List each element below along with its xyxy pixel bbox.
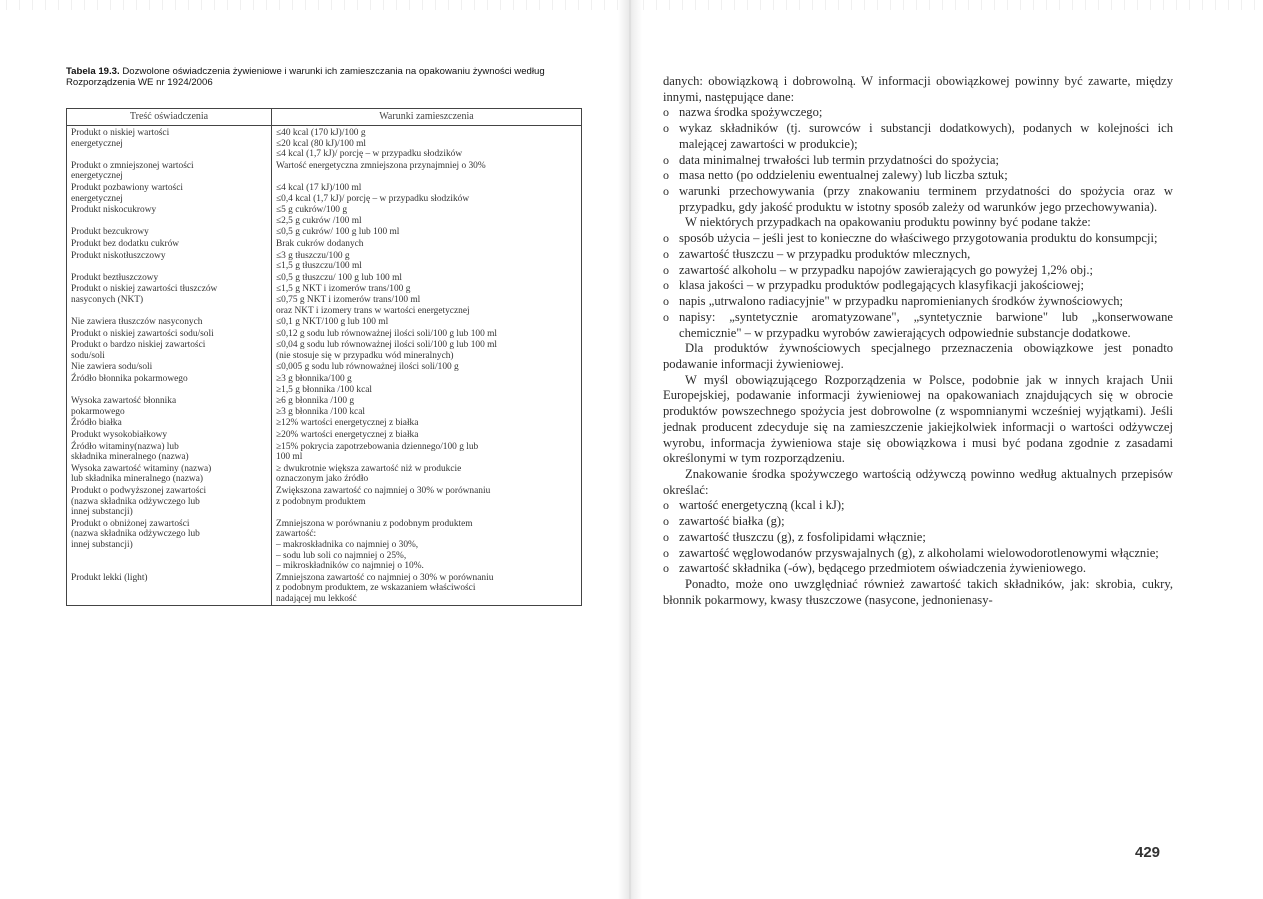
claim-line: lub składnika mineralnego (nazwa) xyxy=(71,474,203,485)
condition-line: ≤0,75 g NKT i izomerów trans/100 ml xyxy=(276,294,421,305)
table-row xyxy=(67,429,582,441)
condition-line: ≤0,005 g sodu lub równoważnej ilości soli/100 g xyxy=(276,362,459,373)
paragraph: Ponadto, może ono uwzględniać również zawartość takich składników, jak: skrobia, cukry, błonnik pokarmowy, kwasy tłuszczowe (nasycone, jednonienasy- xyxy=(663,577,1173,607)
right-page xyxy=(663,74,1173,608)
condition-cell xyxy=(272,441,582,463)
condition-line: ≥12% wartości energetycznej z białka xyxy=(276,418,419,429)
list-item: o wykaz składników (tj. surowców i substancji dodatkowych), podanych w kolejności ich malejącej zawartości w produkcie); xyxy=(663,121,1173,152)
condition-line: – sodu lub soli co najmniej o 25%, xyxy=(276,550,407,561)
table-row xyxy=(67,283,582,316)
table-row xyxy=(67,204,582,226)
claims-table xyxy=(66,108,582,606)
condition-cell xyxy=(272,226,582,238)
condition-line: ≤2,5 g cukrów /100 ml xyxy=(276,215,362,226)
condition-line: ≥3 g błonnika /100 kcal xyxy=(276,406,365,417)
condition-line: Brak cukrów dodanych xyxy=(276,238,364,249)
claim-cell xyxy=(67,160,272,182)
header-claim: Treść oświadczenia xyxy=(67,109,272,126)
claim-cell xyxy=(67,373,272,395)
claim-cell xyxy=(67,316,272,328)
list-item: o nazwa środka spożywczego; xyxy=(663,105,1173,121)
condition-line: ≤0,12 g sodu lub równoważnej ilości soli/100 g lub 100 ml xyxy=(276,328,498,339)
condition-line: ≤1,5 g tłuszczu/100 ml xyxy=(276,261,362,272)
claim-line: Produkt lekki (light) xyxy=(71,572,148,583)
claim-line: Produkt niskotłuszczowy xyxy=(71,250,166,261)
claim-cell xyxy=(67,126,272,160)
condition-line: ≤4 kcal (17 kJ)/100 ml xyxy=(276,182,362,193)
claim-line: Produkt o podwyższonej zawartości xyxy=(71,486,207,496)
paragraph: W niektórych przypadkach na opakowaniu produktu powinny być podane także: xyxy=(685,215,1091,230)
claim-line: Produkt pozbawiony wartości xyxy=(71,182,183,193)
table-row xyxy=(67,518,582,572)
condition-cell xyxy=(272,182,582,204)
claim-line: (nazwa składnika odżywczego lub xyxy=(71,496,200,507)
claim-cell xyxy=(67,226,272,238)
claim-line: Produkt wysokobiałkowy xyxy=(71,430,168,441)
claim-line: nasyconych (NKT) xyxy=(71,294,144,305)
condition-cell xyxy=(272,417,582,429)
claim-line: innej substancji) xyxy=(71,539,133,550)
claim-line: Produkt niskocukrowy xyxy=(71,205,157,216)
condition-cell xyxy=(272,126,582,160)
condition-cell xyxy=(272,238,582,250)
claim-cell xyxy=(67,272,272,284)
mandatory-info-list xyxy=(663,105,1173,215)
condition-cell xyxy=(272,463,582,485)
table-row xyxy=(67,417,582,429)
claim-cell xyxy=(67,485,272,518)
claim-line: Produkt o niskiej wartości xyxy=(71,128,170,138)
condition-line: Wartość energetyczna zmniejszona przynajmniej o 30% xyxy=(276,160,486,171)
claim-cell xyxy=(67,250,272,272)
condition-line: ≤0,5 g cukrów/ 100 g lub 100 ml xyxy=(276,227,400,238)
table-row xyxy=(67,572,582,605)
condition-line: ≤5 g cukrów/100 g xyxy=(276,205,348,216)
condition-cell xyxy=(272,373,582,395)
header-conditions: Warunki zamieszczenia xyxy=(272,109,582,126)
claim-cell xyxy=(67,283,272,316)
list-item: o warunki przechowywania (przy znakowaniu terminem przydatności do spożycia oraz w przypadku, gdy jakość produktu w istotny sposób zależy od warunków jego przechowywania). xyxy=(663,184,1173,215)
table-caption xyxy=(66,66,586,88)
list-item: o zawartość tłuszczu – w przypadku produktów mlecznych, xyxy=(663,247,1173,263)
condition-line: z podobnym produktem, ze wskazaniem właściwości xyxy=(276,583,476,594)
paragraph: Znakowanie środka spożywczego wartością odżywczą powinno według aktualnych przepisów określać: xyxy=(663,466,1173,497)
claim-cell xyxy=(67,204,272,226)
claim-line: innej substancji) xyxy=(71,507,133,518)
claim-line: Produkt beztłuszczowy xyxy=(71,272,159,283)
table-row xyxy=(67,182,582,204)
claim-line: energetycznej xyxy=(71,171,123,182)
claim-cell xyxy=(67,572,272,605)
left-page xyxy=(66,66,586,604)
table-caption-label: Tabela 19.3. xyxy=(66,66,120,77)
paragraph: danych: obowiązkową i dobrowolną. W informacji obowiązkowej powinny być zawarte, między innymi, następujące dane: xyxy=(663,74,1173,104)
table-row xyxy=(67,238,582,250)
condition-line: ≥ dwukrotnie większa zawartość niż w produkcie xyxy=(276,463,462,474)
condition-line: ≤40 kcal (170 kJ)/100 g xyxy=(276,128,366,138)
condition-cell xyxy=(272,250,582,272)
condition-cell xyxy=(272,328,582,340)
claim-line: Produkt bezcukrowy xyxy=(71,227,149,238)
condition-line: (nie stosuje się w przypadku wód mineralnych) xyxy=(276,350,454,361)
claim-line: Produkt o bardzo niskiej zawartości xyxy=(71,340,206,351)
claim-line: Źródło błonnika pokarmowego xyxy=(71,374,188,385)
condition-cell xyxy=(272,283,582,316)
table-row xyxy=(67,361,582,373)
claim-cell xyxy=(67,518,272,572)
condition-line: 100 ml xyxy=(276,452,303,463)
condition-line: oznaczonym jako źródło xyxy=(276,474,369,485)
condition-line: ≤20 kcal (80 kJ)/100 ml xyxy=(276,138,367,149)
claim-cell xyxy=(67,238,272,250)
claim-line: Produkt o zmniejszonej wartości xyxy=(71,160,194,171)
claim-cell xyxy=(67,463,272,485)
book-gutter xyxy=(618,0,642,899)
condition-line: ≤0,1 g NKT/100 g lub 100 ml xyxy=(276,317,389,328)
claim-line: energetycznej xyxy=(71,193,123,204)
claim-line: Wysoka zawartość błonnika xyxy=(71,396,177,407)
condition-line: nadającej mu lekkość xyxy=(276,593,357,604)
table-row xyxy=(67,373,582,395)
condition-line: Zwiększona zawartość co najmniej o 30% w porównaniu xyxy=(276,486,491,496)
table-header-row xyxy=(67,109,582,126)
condition-cell xyxy=(272,339,582,361)
condition-line: zawartość: xyxy=(276,529,317,540)
claim-line: Nie zawiera tłuszczów nasyconych xyxy=(71,317,203,328)
condition-cell xyxy=(272,429,582,441)
condition-line: Zmniejszona w porównaniu z podobnym produktem xyxy=(276,518,473,529)
claim-line: Produkt o niskiej zawartości tłuszczów xyxy=(71,284,218,295)
claim-line: składnika mineralnego (nazwa) xyxy=(71,452,189,463)
list-item: o sposób użycia – jeśli jest to konieczne do właściwego przygotowania produktu do konsumpcji; xyxy=(663,231,1173,247)
table-row xyxy=(67,485,582,518)
list-item: o napisy: „syntetycznie aromatyzowane", „syntetycznie barwione" lub „konserwowane chemicznie" – w przypadku wyrobów zawierających odpowiednie substancje dodatkowe. xyxy=(663,310,1173,341)
condition-cell xyxy=(272,518,582,572)
table-row xyxy=(67,250,582,272)
claim-line: (nazwa składnika odżywczego lub xyxy=(71,529,200,540)
table-row xyxy=(67,160,582,182)
claim-line: Produkt o niskiej zawartości sodu/soli xyxy=(71,328,214,339)
claim-cell xyxy=(67,395,272,417)
page-number: 429 xyxy=(1135,844,1161,861)
table-caption-text: Dozwolone oświadczenia żywieniowe i warunki ich zamieszczania na opakowaniu żywności według Rozporządzenia WE nr 1924/2006 xyxy=(66,66,545,88)
nutrition-label-list xyxy=(663,498,1173,577)
condition-line: ≤0,5 g tłuszczu/ 100 g lub 100 ml xyxy=(276,272,402,283)
list-item: o napis „utrwalono radiacyjnie" w przypadku napromienianych środków żywnościowych; xyxy=(663,294,1173,310)
condition-line: – mikroskładników co najmniej o 10%. xyxy=(276,561,424,572)
paragraph: Dla produktów żywnościowych specjalnego przeznaczenia obowiązkowe jest ponadto podawanie informacji żywieniowej. xyxy=(663,341,1173,371)
claim-line: Nie zawiera sodu/soli xyxy=(71,362,153,373)
claim-cell xyxy=(67,441,272,463)
claim-cell xyxy=(67,328,272,340)
table-row xyxy=(67,441,582,463)
condition-line: ≤4 kcal (1,7 kJ)/ porcję – w przypadku słodzików xyxy=(276,149,463,160)
condition-cell xyxy=(272,395,582,417)
list-item: o klasa jakości – w przypadku produktów podlegających klasyfikacji jakościowej; xyxy=(663,278,1173,294)
list-item: o zawartość składnika (-ów), będącego przedmiotem oświadczenia żywieniowego. xyxy=(663,561,1173,577)
list-item: o zawartość węglowodanów przyswajalnych (g), z alkoholami wielowodorotlenowymi włącznie; xyxy=(663,546,1173,562)
table-body xyxy=(67,126,582,606)
condition-line: ≥1,5 g błonnika /100 kcal xyxy=(276,384,373,395)
claim-cell xyxy=(67,182,272,204)
claim-line: Produkt o obniżonej zawartości xyxy=(71,518,190,529)
condition-line: Zmniejszona zawartość co najmniej o 30% w porównaniu xyxy=(276,572,494,583)
table-row xyxy=(67,328,582,340)
claim-line: Produkt bez dodatku cukrów xyxy=(71,238,180,249)
condition-cell xyxy=(272,316,582,328)
table-row xyxy=(67,272,582,284)
condition-line: ≥15% pokrycia zapotrzebowania dziennego/100 g lub xyxy=(276,441,479,452)
condition-line: ≥20% wartości energetycznej z białka xyxy=(276,430,419,441)
condition-cell xyxy=(272,204,582,226)
list-item: o zawartość tłuszczu (g), z fosfolipidami włącznie; xyxy=(663,530,1173,546)
claim-line: energetycznej xyxy=(71,138,123,149)
condition-cell xyxy=(272,485,582,518)
table-row xyxy=(67,395,582,417)
condition-cell xyxy=(272,572,582,605)
condition-line: ≤0,04 g sodu lub równoważnej ilości soli/100 g lub 100 ml xyxy=(276,340,498,351)
claim-line: Wysoka zawartość witaminy (nazwa) xyxy=(71,463,212,474)
condition-line: ≤3 g tłuszczu/100 g xyxy=(276,250,350,261)
condition-cell xyxy=(272,361,582,373)
condition-line: ≤1,5 g NKT i izomerów trans/100 g xyxy=(276,284,411,295)
condition-cell xyxy=(272,272,582,284)
condition-line: ≥3 g błonnika/100 g xyxy=(276,374,352,385)
condition-line: – makroskładnika co najmniej o 30%, xyxy=(276,539,419,550)
condition-cell xyxy=(272,160,582,182)
list-item: o wartość energetyczną (kcal i kJ); xyxy=(663,498,1173,514)
condition-line: z podobnym produktem xyxy=(276,496,366,507)
table-row xyxy=(67,339,582,361)
condition-line: oraz NKT i izomery trans w wartości energetycznej xyxy=(276,305,470,316)
claim-cell xyxy=(67,339,272,361)
table-row xyxy=(67,463,582,485)
claim-cell xyxy=(67,417,272,429)
table-row xyxy=(67,316,582,328)
table-row xyxy=(67,126,582,160)
claim-cell xyxy=(67,361,272,373)
table-row xyxy=(67,226,582,238)
condition-line: ≤0,4 kcal (1,7 kJ)/ porcję – w przypadku słodzików xyxy=(276,193,470,204)
list-item: o masa netto (po oddzieleniu ewentualnej zalewy) lub liczba sztuk; xyxy=(663,168,1173,184)
list-item: o zawartość białka (g); xyxy=(663,514,1173,530)
claim-line: Źródło witaminy(nazwa) lub xyxy=(71,441,179,452)
list-item: o zawartość alkoholu – w przypadku napojów zawierających go powyżej 1,2% obj.; xyxy=(663,263,1173,279)
claim-line: Źródło białka xyxy=(71,418,122,429)
claim-line: pokarmowego xyxy=(71,406,125,417)
list-item: o data minimalnej trwałości lub termin przydatności do spożycia; xyxy=(663,153,1173,169)
paragraph: W myśl obowiązującego Rozporządzenia w Polsce, podobnie jak w innych krajach Unii Europejskiej, podawanie informacji żywieniowej na opakowaniach znajdujących się w obrocie produktów powszechnego spożycia jest dobrowolne (z wspomnianymi wcześniej wyjątkami). Jeśli jednak producent zdecyduje się na zamieszczenie jakiejkolwiek informacji o wartości odżywczej wyrobu, informacja żywieniowa staje się obowiązkowa i musi być podana zgodnie z zasadami określonymi w tym rozporządzeniu. xyxy=(663,372,1173,466)
additional-info-list xyxy=(663,231,1173,341)
condition-line: ≥6 g błonnika /100 g xyxy=(276,396,355,407)
claim-line: sodu/soli xyxy=(71,350,105,361)
claim-cell xyxy=(67,429,272,441)
